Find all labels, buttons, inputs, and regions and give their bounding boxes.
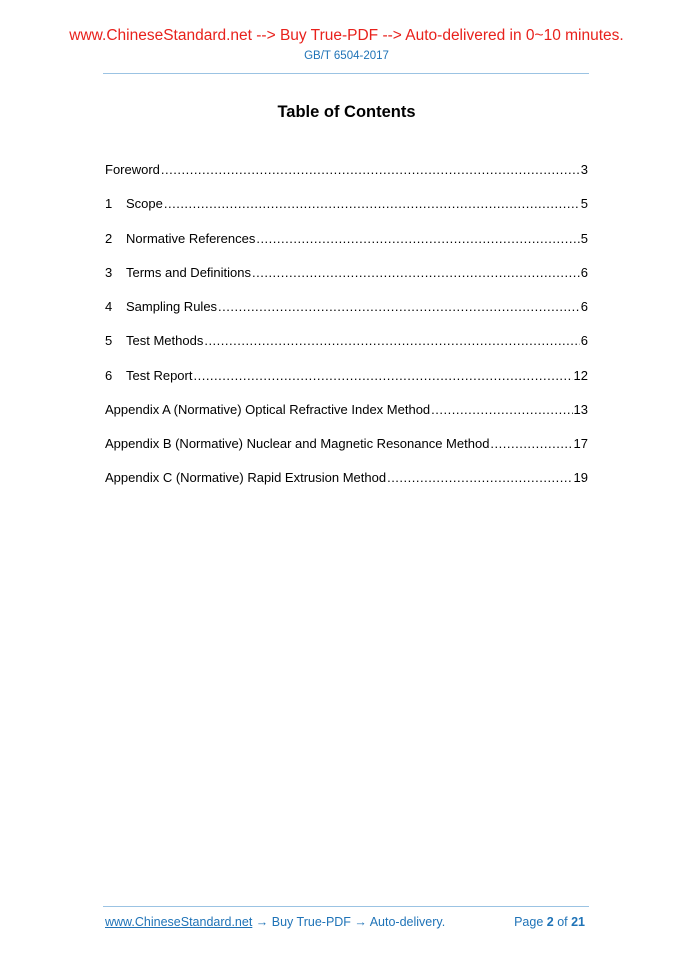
toc-entry-title: Test Methods [126, 333, 204, 349]
dot-leader [387, 468, 572, 488]
header-divider [103, 73, 589, 74]
toc-entry-number: 5 [105, 333, 113, 349]
toc-entry-number: 6 [105, 367, 113, 383]
page-total: 21 [571, 915, 585, 929]
toc-entry-page: 12 [573, 367, 588, 383]
toc-entry-test-report[interactable] [105, 366, 588, 400]
toc-entry-title: Sampling Rules [126, 299, 218, 314]
toc-entry-title: Scope [126, 196, 163, 212]
toc-entry-title: Appendix A (Normative) Optical Refractive Index Method [105, 401, 431, 417]
toc-entry-normative-references[interactable] [105, 229, 588, 263]
toc-entry-scope[interactable] [105, 194, 588, 228]
toc-entry-appendix-c[interactable] [105, 468, 588, 502]
toc-entry-page: 5 [580, 196, 588, 212]
page-current: 2 [546, 915, 554, 929]
table-of-contents [105, 160, 588, 503]
promo-banner[interactable]: www.ChineseStandard.net --> Buy True-PDF --> Auto-delivered in 0~10 minutes. [69, 27, 624, 44]
dot-leader [256, 229, 579, 249]
toc-entry-appendix-a[interactable] [105, 400, 588, 434]
toc-entry-sampling-rules[interactable] [105, 297, 588, 331]
dot-leader [164, 194, 580, 214]
toc-entry-title: Normative References [126, 230, 256, 246]
page-number [514, 915, 585, 929]
footer-website-link[interactable]: www.ChineseStandard.net [105, 915, 253, 929]
standard-code: GB/T 6504-2017 [304, 50, 389, 62]
page-footer [105, 915, 585, 929]
toc-entry-number: 3 [105, 264, 113, 280]
toc-entry-terms-and-definitions[interactable] [105, 263, 588, 297]
toc-entry-title: Test Report [126, 367, 193, 383]
toc-entry-page: 6 [580, 333, 588, 349]
toc-entry-test-methods[interactable] [105, 331, 588, 365]
toc-entry-foreword[interactable] [105, 160, 588, 194]
toc-entry-page: 6 [580, 299, 588, 314]
footer-tagline: → Buy True-PDF → Auto-delivery. [252, 915, 446, 929]
page-title: Table of Contents [277, 103, 416, 121]
toc-entry-number: 1 [105, 196, 113, 212]
toc-entry-title: Terms and Definitions [126, 264, 251, 280]
dot-leader [161, 160, 580, 180]
dot-leader [431, 400, 572, 420]
footer-divider [103, 906, 589, 907]
page-of-label: of [553, 915, 572, 929]
toc-entry-title: Foreword [105, 162, 160, 177]
toc-entry-page: 3 [580, 162, 588, 177]
toc-entry-page: 13 [573, 401, 588, 417]
toc-entry-title: Appendix C (Normative) Rapid Extrusion Method [105, 470, 387, 486]
toc-entry-page: 6 [580, 264, 588, 280]
dot-leader [252, 263, 580, 283]
dot-leader [490, 434, 572, 454]
dot-leader [218, 297, 580, 317]
toc-entry-appendix-b[interactable] [105, 434, 588, 468]
toc-entry-page: 19 [573, 470, 588, 486]
toc-entry-number: 4 [105, 299, 113, 314]
dot-leader [193, 366, 572, 386]
toc-entry-page: 17 [573, 436, 588, 451]
toc-entry-title: Appendix B (Normative) Nuclear and Magnetic Resonance Method [105, 436, 490, 451]
toc-entry-number: 2 [105, 230, 113, 246]
toc-entry-page: 5 [580, 230, 588, 246]
page-label: Page [514, 915, 547, 929]
dot-leader [204, 331, 579, 351]
